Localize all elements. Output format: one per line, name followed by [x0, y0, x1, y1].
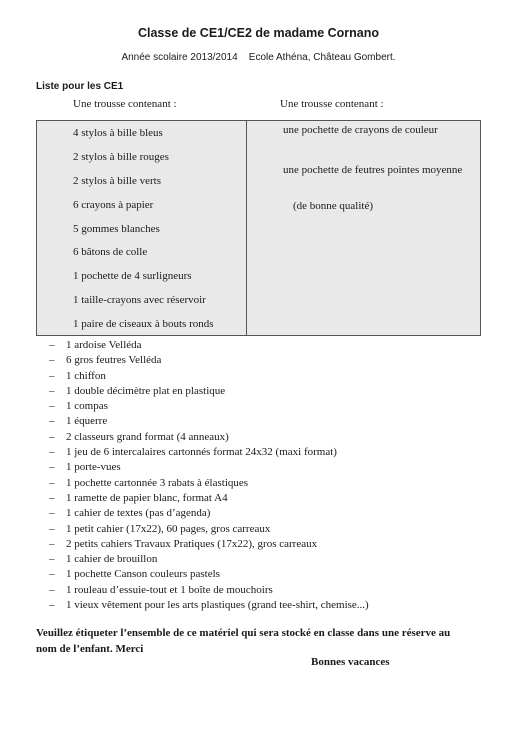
dash-bullet: –	[49, 430, 55, 443]
list-item	[36, 598, 476, 613]
left-item: 1 pochette de 4 surligneurs	[73, 270, 192, 283]
list-item-text: 1 pochette cartonnée 3 rabats à élastiques	[66, 476, 249, 489]
list-item	[36, 338, 476, 353]
left-column	[73, 126, 243, 341]
list-item	[36, 353, 476, 368]
left-item: 2 stylos à bille rouges	[73, 150, 169, 163]
list-item	[36, 506, 476, 521]
dash-bullet: –	[49, 354, 55, 367]
list-item-text: 1 petit cahier (17x22), 60 pages, gros carreaux	[66, 522, 271, 535]
dash-bullet: –	[49, 476, 55, 489]
list-item	[36, 522, 476, 537]
page-title: Classe de CE1/CE2 de madame Cornano	[137, 26, 380, 40]
dash-bullet: –	[49, 446, 55, 459]
dash-bullet: –	[49, 507, 55, 520]
left-item: 4 stylos à bille bleus	[73, 127, 163, 139]
list-item	[36, 537, 476, 552]
supplies-table	[36, 120, 481, 336]
dash-bullet: –	[49, 415, 55, 428]
section-title: Liste pour les CE1	[36, 81, 124, 92]
dash-bullet: –	[49, 568, 55, 581]
page-subtitle: Année scolaire 2013/2014 Ecole Athéna, Château Gombert.	[121, 52, 396, 63]
dash-bullet: –	[49, 339, 55, 351]
list-item	[36, 430, 476, 445]
list-item-text: 1 ramette de papier blanc, format A4	[66, 491, 228, 504]
list-item	[36, 369, 476, 384]
list-item-text: 1 ardoise Velléda	[66, 339, 142, 351]
dash-bullet: –	[49, 537, 55, 550]
list-item	[36, 460, 476, 475]
supplies-list	[36, 338, 476, 613]
list-item-text: 1 cahier de textes (pas d’agenda)	[66, 507, 211, 520]
right-item: une pochette de feutres pointes moyenne	[283, 164, 463, 176]
left-item: 1 paire de ciseaux à bouts ronds	[73, 318, 214, 331]
list-item	[36, 583, 476, 598]
left-item: 5 gommes blanches	[73, 222, 160, 235]
list-item	[36, 384, 476, 399]
list-item	[36, 552, 476, 567]
list-item-text: 1 rouleau d’essuie-tout et 1 boîte de mouchoirs	[66, 583, 273, 596]
list-item	[36, 567, 476, 582]
left-item: 1 taille-crayons avec réservoir	[73, 294, 206, 307]
dash-bullet: –	[49, 599, 55, 612]
dash-bullet: –	[49, 384, 55, 397]
left-item: 6 crayons à papier	[73, 198, 154, 211]
list-item	[36, 476, 476, 491]
list-item-text: 1 jeu de 6 intercalaires cartonnés format 24x32 (maxi format)	[66, 446, 337, 459]
table-divider	[246, 121, 247, 335]
list-item	[36, 445, 476, 460]
dash-bullet: –	[49, 583, 55, 596]
list-item-text: 1 chiffon	[66, 369, 106, 382]
list-item-text: 2 petits cahiers Travaux Pratiques (17x22), gros carreaux	[66, 537, 318, 550]
list-item-text: 6 gros feutres Velléda	[66, 354, 162, 367]
list-item-text: 1 double décimètre plat en plastique	[66, 384, 226, 397]
dash-bullet: –	[49, 491, 55, 504]
right-item: une pochette de crayons de couleur	[283, 124, 438, 136]
right-item: (de bonne qualité)	[293, 200, 374, 212]
list-item	[36, 414, 476, 429]
dash-bullet: –	[49, 400, 55, 413]
list-item-text: 2 classeurs grand format (4 anneaux)	[66, 430, 229, 443]
closing-text: Bonnes vacances	[311, 656, 390, 668]
dash-bullet: –	[49, 369, 55, 382]
list-item-text: 1 porte-vues	[66, 461, 121, 474]
list-item-text: 1 équerre	[66, 415, 108, 428]
list-item-text: 1 compas	[66, 400, 108, 413]
dash-bullet: –	[49, 522, 55, 535]
dash-bullet: –	[49, 461, 55, 474]
list-item-text: 1 vieux vêtement pour les arts plastiques (grand tee-shirt, chemise...)	[66, 599, 369, 612]
right-column-heading: Une trousse contenant :	[280, 98, 384, 110]
right-column	[283, 124, 473, 213]
label-notice: Veuillez étiqueter l’ensemble de ce matériel qui sera stocké en classe dans une réserve au nom de l’enfant. Merci	[36, 627, 451, 655]
dash-bullet: –	[49, 553, 55, 566]
left-item: 2 stylos à bille verts	[73, 174, 161, 187]
left-item: 6 bâtons de colle	[73, 246, 148, 259]
list-item	[36, 491, 476, 506]
left-column-heading: Une trousse contenant :	[73, 98, 177, 110]
list-item-text: 1 cahier de brouillon	[66, 553, 158, 566]
list-item-text: 1 pochette Canson couleurs pastels	[66, 568, 220, 581]
list-item	[36, 399, 476, 414]
